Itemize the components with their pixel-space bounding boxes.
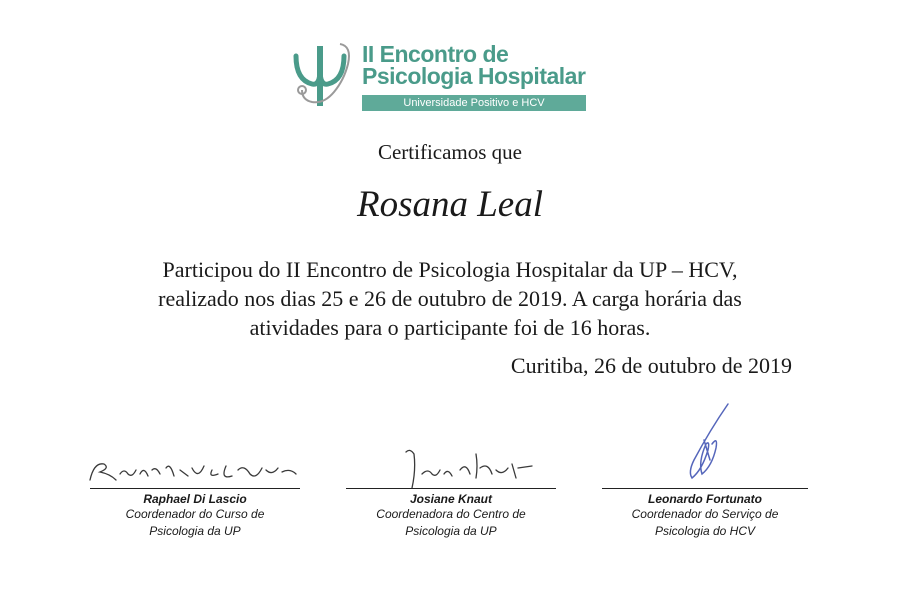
signatory-raphael: [80, 440, 310, 540]
logo-subtitle-band: Universidade Positivo e HCV: [362, 95, 586, 111]
signature-raphael: [80, 440, 310, 488]
certificate-body: Participou do II Encontro de Psicologia Hospitalar da UP – HCV, realizado nos dias 25 e 26 de outubro de 2019. A carga horária das atividades para o participante foi de 16 horas.: [158, 257, 742, 340]
psi-stethoscope-icon: [290, 40, 356, 112]
certificate-intro: Certificamos que: [377, 140, 523, 164]
signature-leonardo: [590, 400, 820, 488]
place-date: Curitiba, 26 de outubro de 2019: [510, 353, 792, 378]
logo-title-line1: II Encontro de: [362, 41, 509, 67]
signatory-role: Psicologia da UP: [149, 524, 241, 538]
signatory-role: Psicologia do HCV: [654, 524, 756, 538]
signature-line: [346, 488, 556, 489]
signatory-josiane: [336, 440, 566, 540]
signatory-role: Coordenadora do Centro de: [376, 507, 526, 521]
signatory-leonardo: [590, 400, 820, 540]
event-logo: [290, 40, 590, 116]
signatory-name: Josiane Knaut: [409, 492, 493, 506]
signatory-role: Psicologia da UP: [405, 524, 497, 538]
recipient-name: Rosana Leal: [356, 184, 544, 225]
logo-title-line2: Psicologia Hospitalar: [362, 63, 586, 89]
signature-line: [90, 488, 300, 489]
signature-josiane: [336, 440, 566, 488]
signatory-name: Raphael Di Lascio: [143, 492, 247, 506]
signature-line: [602, 488, 808, 489]
signatory-name: Leonardo Fortunato: [648, 492, 762, 506]
signatory-role: Coordenador do Serviço de: [631, 507, 779, 521]
signatory-role: Coordenador do Curso de: [125, 507, 265, 521]
